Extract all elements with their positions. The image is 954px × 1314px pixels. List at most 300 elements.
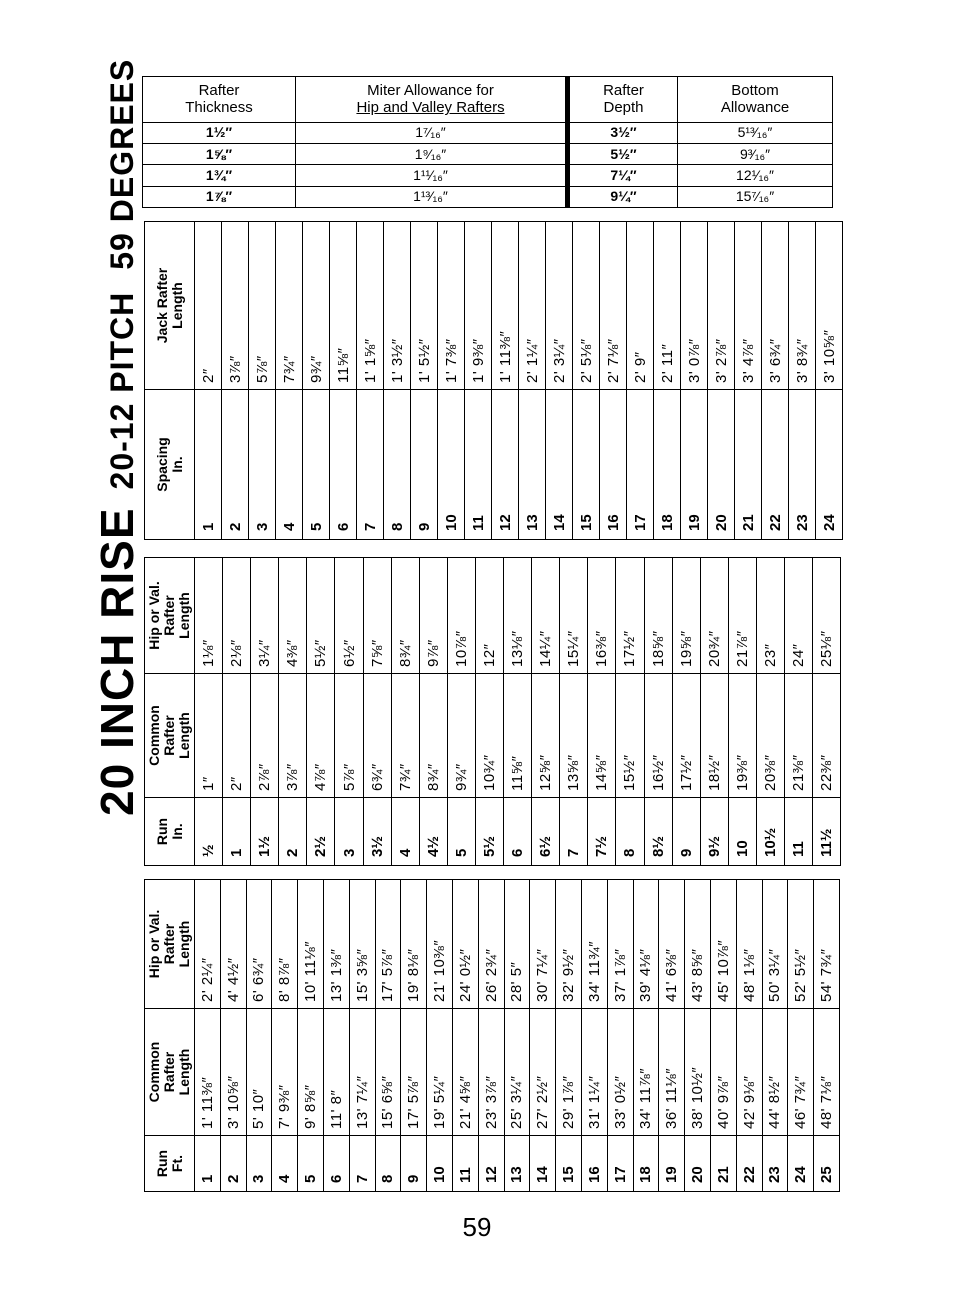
feet_table-run-cell: 13: [504, 1136, 530, 1192]
inch_table-hip-cell: 12″: [475, 558, 503, 674]
inch_table-run-cell: 8½: [644, 798, 672, 866]
inch_table-common-cell: 20⅜″: [756, 674, 784, 798]
feet_table-row: [220, 880, 246, 1192]
top-cell-thickness: 1¾″: [143, 165, 296, 186]
feet_table-hip-cell: 17' 5⅞″: [375, 880, 401, 1009]
feet_table-hip-cell: 37' 1⅞″: [607, 880, 633, 1009]
top-cell-bottom: 5¹³⁄₁₆″: [678, 122, 833, 143]
jack_table-row: [600, 222, 627, 540]
inch_table-row: [813, 558, 841, 866]
jack_table-spacing-cell: 15: [573, 390, 600, 540]
jack_table-jack-cell: 1' 9⅜″: [465, 222, 492, 390]
feet_table-row: [504, 880, 530, 1192]
feet_table-hip-cell: 6' 6¾″: [246, 880, 272, 1009]
inch_table-run-cell: 9: [672, 798, 700, 866]
inch_table-run-cell: 5½: [475, 798, 503, 866]
feet_table-row: [298, 880, 324, 1192]
inch_table-row: [391, 558, 419, 866]
feet_table-common-cell: 13' 7¼″: [349, 1009, 375, 1136]
inch_table-hip-cell: 24″: [784, 558, 812, 674]
feet_table-common-cell: 42' 9⅛″: [736, 1009, 762, 1136]
pitch-title: 20-12 PITCH: [104, 291, 140, 490]
jack_table-spacing-cell: 22: [762, 390, 789, 540]
feet_table-hip-header: Hip or Val. Rafter Length: [145, 880, 195, 1009]
jack_table-spacing-cell: 8: [384, 390, 411, 540]
inch_table-row: [363, 558, 391, 866]
inch_table-hip-cell: 1⅛″: [195, 558, 223, 674]
feet_table-run-cell: 23: [762, 1136, 788, 1192]
inch_table-common-cell: 5⅞″: [335, 674, 363, 798]
top-cell-thickness: 1⅝″: [143, 144, 296, 165]
feet_table-row: [685, 880, 711, 1192]
inch_table-hip-cell: 21⅞″: [728, 558, 756, 674]
top-table-row: [143, 165, 833, 186]
jack_table-spacing-cell: 1: [195, 390, 222, 540]
inch_table-row: [279, 558, 307, 866]
feet_table-run-cell: 12: [478, 1136, 504, 1192]
feet_table-hip-cell: 13' 1⅜″: [323, 880, 349, 1009]
miter-header-line-1: Miter Allowance for: [367, 82, 494, 100]
inch_table-hip-cell: 23″: [756, 558, 784, 674]
jack_table-jack-cell: 3' 6¾″: [762, 222, 789, 390]
feet_table-run-cell: 17: [607, 1136, 633, 1192]
feet_table-run-cell: 11: [452, 1136, 478, 1192]
feet_table-common-cell: 31' 1¼″: [581, 1009, 607, 1136]
feet_table-run-cell: 1: [195, 1136, 221, 1192]
jack_table-spacing-header: Spacing In.: [145, 390, 195, 540]
inch_table-run-cell: 11½: [813, 798, 841, 866]
feet_table-run-cell: 8: [375, 1136, 401, 1192]
jack_table-jack-cell: 1' 7⅜″: [438, 222, 465, 390]
inch_table-hip-cell: 7⅝″: [363, 558, 391, 674]
feet_table-row: [452, 880, 478, 1192]
top-cell-bottom: 9³⁄₁₆″: [678, 144, 833, 165]
inch_table-run-cell: 2½: [307, 798, 335, 866]
feet_table-row: [762, 880, 788, 1192]
jack_table-jack-cell: 2' 9″: [627, 222, 654, 390]
jack_table-spacing-cell: 4: [276, 390, 303, 540]
feet_table-run-cell: 24: [788, 1136, 814, 1192]
feet_table-row: [375, 880, 401, 1192]
rafter-thickness-header: Rafter Thickness: [143, 77, 296, 123]
inch_table-row: [195, 558, 223, 866]
jack_table-jack-cell: 7¾″: [276, 222, 303, 390]
jack_table-row: [762, 222, 789, 540]
inch_table-common-cell: 12⅝″: [532, 674, 560, 798]
feet_table-hip-cell: 19' 8⅛″: [401, 880, 427, 1009]
inch_table-common-cell: 13⅝″: [560, 674, 588, 798]
feet_table-hip-cell: 43' 8⅝″: [685, 880, 711, 1009]
jack_table-row: [654, 222, 681, 540]
top-cell-thickness: 1½″: [143, 122, 296, 143]
feet_table-common-cell: 11' 8″: [323, 1009, 349, 1136]
jack_table-spacing-cell: 12: [492, 390, 519, 540]
inch_table-row: [644, 558, 672, 866]
feet_table-hip-cell: 4' 4½″: [220, 880, 246, 1009]
jack_table-spacing-cell: 3: [249, 390, 276, 540]
jack_table-row: [492, 222, 519, 540]
inch_table-hip-cell: 14¼″: [532, 558, 560, 674]
jack_table-jack-cell: 2' 5⅛″: [573, 222, 600, 390]
rafter-depth-header: Rafter Depth: [568, 77, 678, 123]
top-table-body: [143, 122, 833, 207]
inch_table-common-cell: 4⅞″: [307, 674, 335, 798]
jack_table-spacing-cell: 24: [816, 390, 843, 540]
feet_table-hip-cell: 30' 7¼″: [530, 880, 556, 1009]
feet_table-common-cell: 25' 3¼″: [504, 1009, 530, 1136]
inch_table-row: [700, 558, 728, 866]
feet_table-common-cell: 48' 7⅛″: [814, 1009, 840, 1136]
inch_table-run-cell: ½: [195, 798, 223, 866]
feet_table-row: [659, 880, 685, 1192]
feet_table-run-cell: 16: [581, 1136, 607, 1192]
jack_table-row: [438, 222, 465, 540]
jack_table-row: [465, 222, 492, 540]
jack_table-jack-cell: 2″: [195, 222, 222, 390]
feet-table-wrapper: [144, 879, 840, 1192]
top-cell-bottom: 15⁷⁄₁₆″: [678, 186, 833, 207]
jack_table-row: [627, 222, 654, 540]
top-cell-depth: 7¼″: [568, 165, 678, 186]
top-table-row: [143, 144, 833, 165]
jack_table-row: [303, 222, 330, 540]
inch_table-hip-cell: 5½″: [307, 558, 335, 674]
feet_table-run-cell: 4: [272, 1136, 298, 1192]
feet_table-run-cell: 15: [556, 1136, 582, 1192]
inch_table-common-cell: 17½″: [672, 674, 700, 798]
inch_table-common-cell: 21⅜″: [784, 674, 812, 798]
feet_table-row: [581, 880, 607, 1192]
inch_table-run-cell: 2: [279, 798, 307, 866]
jack_table-jack-cell: 3⅞″: [222, 222, 249, 390]
feet_table-common-cell: 34' 11⅞″: [633, 1009, 659, 1136]
feet_table-row: [272, 880, 298, 1192]
top-table-row: [143, 186, 833, 207]
jack_table-spacing-cell: 2: [222, 390, 249, 540]
feet_table-common-cell: 27' 2½″: [530, 1009, 556, 1136]
feet_table-hip-cell: 48' 1⅛″: [736, 880, 762, 1009]
jack_table-header-row: [145, 222, 195, 540]
feet_table-row: [607, 880, 633, 1192]
feet_table-row: [246, 880, 272, 1192]
inch_table-row: [223, 558, 251, 866]
feet_table-common-cell: 38' 10½″: [685, 1009, 711, 1136]
inch_table-common-cell: 8¾″: [419, 674, 447, 798]
inch_table-common-cell: 3⅞″: [279, 674, 307, 798]
jack_table-row: [411, 222, 438, 540]
inch_table-hip-cell: 19⅝″: [672, 558, 700, 674]
inch_table-run-cell: 1½: [251, 798, 279, 866]
inch_table-row: [784, 558, 812, 866]
feet_table-common-cell: 15' 6⅝″: [375, 1009, 401, 1136]
page-number: 59: [462, 1212, 492, 1242]
feet_table-row: [788, 880, 814, 1192]
inch_table-row: [447, 558, 475, 866]
feet_table-hip-cell: 26' 2¾″: [478, 880, 504, 1009]
top-cell-depth: 9¼″: [568, 186, 678, 207]
feet_table-hip-cell: 34' 11¾″: [581, 880, 607, 1009]
feet_table-run-cell: 3: [246, 1136, 272, 1192]
jack_table-jack-cell: 3' 10⅝″: [816, 222, 843, 390]
jack_table-spacing-cell: 18: [654, 390, 681, 540]
inch_table-row: [560, 558, 588, 866]
inch_table-hip-cell: 18⅝″: [644, 558, 672, 674]
jack_table-spacing-cell: 23: [789, 390, 816, 540]
jack_table-row: [573, 222, 600, 540]
jack_table-spacing-cell: 21: [735, 390, 762, 540]
jack-table-wrapper: [144, 221, 843, 540]
inch_table-run-cell: 4½: [419, 798, 447, 866]
inch_table-run-cell: 3: [335, 798, 363, 866]
jack-rafter-table: [144, 221, 843, 540]
jack_table-row: [708, 222, 735, 540]
jack_table-row: [222, 222, 249, 540]
inch_table-run-cell: 10½: [756, 798, 784, 866]
inch_table-row: [504, 558, 532, 866]
inch_table-common-cell: 1″: [195, 674, 223, 798]
jack_table-spacing-cell: 13: [519, 390, 546, 540]
feet_table-run-cell: 2: [220, 1136, 246, 1192]
jack_table-row: [330, 222, 357, 540]
top-cell-miter: 1⁹⁄₁₆″: [296, 144, 568, 165]
feet_table-row: [427, 880, 453, 1192]
jack_table-row: [276, 222, 303, 540]
inch_table-hip-cell: 8¾″: [391, 558, 419, 674]
inch_table-row: [307, 558, 335, 866]
inch_table-run-cell: 6: [504, 798, 532, 866]
feet_table-hip-cell: 21' 10⅜″: [427, 880, 453, 1009]
top-cell-depth: 5½″: [568, 144, 678, 165]
feet_table-run-cell: 10: [427, 1136, 453, 1192]
thickness-allowance-table: [142, 76, 833, 208]
feet_table-row: [736, 880, 762, 1192]
inch_table-run-cell: 11: [784, 798, 812, 866]
inch_table-run-cell: 5: [447, 798, 475, 866]
feet_table-run-cell: 18: [633, 1136, 659, 1192]
inch_table-common-cell: 22⅜″: [813, 674, 841, 798]
inch_table-run-cell: 7½: [588, 798, 616, 866]
inch_table-header-row: [145, 558, 195, 866]
feet_table-hip-cell: 24' 0½″: [452, 880, 478, 1009]
page-heading: [91, 58, 143, 816]
jack_table-jack-cell: 3' 0⅞″: [681, 222, 708, 390]
jack_table-row: [735, 222, 762, 540]
feet_table-hip-cell: 8' 8⅞″: [272, 880, 298, 1009]
top-cell-miter: 1⁷⁄₁₆″: [296, 122, 568, 143]
feet_table-row: [530, 880, 556, 1192]
inch_table-row: [616, 558, 644, 866]
feet_table-common-cell: 44' 8½″: [762, 1009, 788, 1136]
jack_table-spacing-cell: 17: [627, 390, 654, 540]
inch_table-row: [335, 558, 363, 866]
jack_table-jack-cell: 3' 8¾″: [789, 222, 816, 390]
inch_table-hip-cell: 25⅛″: [813, 558, 841, 674]
jack_table-jack-cell: 2' 7⅛″: [600, 222, 627, 390]
feet_table-common-cell: 33' 0½″: [607, 1009, 633, 1136]
inch_table-hip-cell: 20¾″: [700, 558, 728, 674]
feet_table-hip-cell: 52' 5½″: [788, 880, 814, 1009]
inch_table-row: [532, 558, 560, 866]
jack_table-spacing-cell: 20: [708, 390, 735, 540]
feet_table-common-cell: 29' 1⅞″: [556, 1009, 582, 1136]
feet_table-row: [633, 880, 659, 1192]
feet_table-run-cell: 25: [814, 1136, 840, 1192]
jack_table-jack-cell: 1' 3½″: [384, 222, 411, 390]
jack_table-jack-cell: 2' 3¼″: [546, 222, 573, 390]
inch_table-common-cell: 16½″: [644, 674, 672, 798]
feet_table-common-cell: 17' 5⅞″: [401, 1009, 427, 1136]
inch_table-common-cell: 11⅝″: [504, 674, 532, 798]
inch_table-run-cell: 7: [560, 798, 588, 866]
inch_table-common-cell: 18½″: [700, 674, 728, 798]
inch_table-common-cell: 19⅜″: [728, 674, 756, 798]
feet_table-run-header: Run Ft.: [145, 1136, 195, 1192]
feet_table-header-row: [145, 880, 195, 1192]
inch_table-row: [728, 558, 756, 866]
feet_table-run-cell: 21: [710, 1136, 736, 1192]
miter-allowance-header: [296, 77, 568, 123]
rise-title: 20 INCH RISE: [91, 507, 143, 816]
inch_table-hip-cell: 16⅜″: [588, 558, 616, 674]
feet_table-run-cell: 19: [659, 1136, 685, 1192]
feet_table-common-cell: 19' 5¼″: [427, 1009, 453, 1136]
inch_table-row: [756, 558, 784, 866]
feet_table-common-cell: 1' 11⅜″: [195, 1009, 221, 1136]
jack_table-jack-cell: 1' 1⅝″: [357, 222, 384, 390]
jack_table-spacing-cell: 19: [681, 390, 708, 540]
jack_table-spacing-cell: 16: [600, 390, 627, 540]
feet_table-hip-cell: 32' 9½″: [556, 880, 582, 1009]
feet_table-hip-cell: 50' 3¼″: [762, 880, 788, 1009]
jack_table-row: [681, 222, 708, 540]
jack_table-row: [357, 222, 384, 540]
feet_table-common-header: Common Rafter Length: [145, 1009, 195, 1136]
feet_table-run-cell: 6: [323, 1136, 349, 1192]
feet_table-run-cell: 14: [530, 1136, 556, 1192]
jack_table-spacing-cell: 5: [303, 390, 330, 540]
jack_table-spacing-cell: 11: [465, 390, 492, 540]
inch_table-row: [475, 558, 503, 866]
feet_table-common-cell: 23' 3⅞″: [478, 1009, 504, 1136]
jack_table-jack-cell: 1' 11⅜″: [492, 222, 519, 390]
feet_table-row: [814, 880, 840, 1192]
inch_table-run-cell: 1: [223, 798, 251, 866]
inch_table-run-cell: 10: [728, 798, 756, 866]
feet_table-run-cell: 9: [401, 1136, 427, 1192]
inch_table-hip-cell: 10⅞″: [447, 558, 475, 674]
feet_table-common-cell: 7' 9⅜″: [272, 1009, 298, 1136]
feet_table-row: [478, 880, 504, 1192]
feet_table-run-cell: 5: [298, 1136, 324, 1192]
top-table-row: [143, 122, 833, 143]
jack_table-jack-cell: 1' 5½″: [411, 222, 438, 390]
inch_table-row: [251, 558, 279, 866]
jack_table-row: [384, 222, 411, 540]
top-table-header-row: [143, 77, 833, 123]
feet_table-row: [556, 880, 582, 1192]
jack_table-row: [789, 222, 816, 540]
inch_table-hip-cell: 3¼″: [251, 558, 279, 674]
feet_table-row: [349, 880, 375, 1192]
feet_table-hip-cell: 2' 2¼″: [195, 880, 221, 1009]
miter-header-line-2: Hip and Valley Rafters: [356, 99, 505, 117]
inch-run-table: [144, 557, 841, 866]
inch_table-row: [419, 558, 447, 866]
top-cell-depth: 3½″: [568, 122, 678, 143]
feet_table-row: [401, 880, 427, 1192]
inch-table-wrapper: [144, 557, 841, 866]
jack_table-jack-cell: 5⅞″: [249, 222, 276, 390]
jack_table-spacing-cell: 14: [546, 390, 573, 540]
inch_table-common-cell: 2″: [223, 674, 251, 798]
bottom-allowance-header: Bottom Allowance: [678, 77, 833, 123]
jack_table-jack-cell: 2' 1¼″: [519, 222, 546, 390]
inch_table-common-header: Common Rafter Length: [145, 674, 195, 798]
jack_table-jack-header: Jack Rafter Length: [145, 222, 195, 390]
inch_table-hip-cell: 2⅛″: [223, 558, 251, 674]
feet_table-common-cell: 3' 10⅝″: [220, 1009, 246, 1136]
top-cell-miter: 1¹¹⁄₁₆″: [296, 165, 568, 186]
inch_table-run-cell: 9½: [700, 798, 728, 866]
jack_table-row: [195, 222, 222, 540]
inch_table-hip-cell: 9⅞″: [419, 558, 447, 674]
jack_table-jack-cell: 9¾″: [303, 222, 330, 390]
jack_table-jack-cell: 3' 2⅞″: [708, 222, 735, 390]
feet_table-hip-cell: 15' 3⅝″: [349, 880, 375, 1009]
inch_table-row: [588, 558, 616, 866]
inch_table-common-cell: 14⅝″: [588, 674, 616, 798]
feet_table-hip-cell: 54' 7¾″: [814, 880, 840, 1009]
inch_table-hip-cell: 13⅛″: [504, 558, 532, 674]
feet_table-run-cell: 22: [736, 1136, 762, 1192]
feet-run-table: [144, 879, 840, 1192]
jack_table-spacing-cell: 6: [330, 390, 357, 540]
inch_table-hip-cell: 6½″: [335, 558, 363, 674]
feet_table-common-cell: 40' 9⅞″: [710, 1009, 736, 1136]
feet_table-common-cell: 36' 11⅛″: [659, 1009, 685, 1136]
top-cell-thickness: 1⅞″: [143, 186, 296, 207]
feet_table-common-cell: 46' 7¾″: [788, 1009, 814, 1136]
feet_table-hip-cell: 41' 6⅜″: [659, 880, 685, 1009]
top-cell-miter: 1¹³⁄₁₆″: [296, 186, 568, 207]
feet_table-hip-cell: 28' 5″: [504, 880, 530, 1009]
inch_table-hip-cell: 4⅜″: [279, 558, 307, 674]
jack_table-row: [816, 222, 843, 540]
jack_table-jack-cell: 11⅝″: [330, 222, 357, 390]
top-cell-bottom: 12¹⁄₁₆″: [678, 165, 833, 186]
jack_table-row: [519, 222, 546, 540]
feet_table-row: [710, 880, 736, 1192]
jack_table-spacing-cell: 9: [411, 390, 438, 540]
inch_table-common-cell: 7¾″: [391, 674, 419, 798]
inch_table-row: [672, 558, 700, 866]
inch_table-common-cell: 10¾″: [475, 674, 503, 798]
inch_table-run-cell: 3½: [363, 798, 391, 866]
feet_table-row: [195, 880, 221, 1192]
feet_table-common-cell: 9' 8⅝″: [298, 1009, 324, 1136]
inch_table-common-cell: 2⅞″: [251, 674, 279, 798]
inch_table-run-cell: 8: [616, 798, 644, 866]
inch_table-common-cell: 6¾″: [363, 674, 391, 798]
feet_table-common-cell: 21' 4⅝″: [452, 1009, 478, 1136]
jack_table-spacing-cell: 7: [357, 390, 384, 540]
inch_table-hip-cell: 15¼″: [560, 558, 588, 674]
inch_table-hip-cell: 17½″: [616, 558, 644, 674]
feet_table-hip-cell: 45' 10⅞″: [710, 880, 736, 1009]
inch_table-run-header: Run In.: [145, 798, 195, 866]
degrees-title: 59 DEGREES: [104, 58, 140, 270]
jack_table-jack-cell: 3' 4⅞″: [735, 222, 762, 390]
